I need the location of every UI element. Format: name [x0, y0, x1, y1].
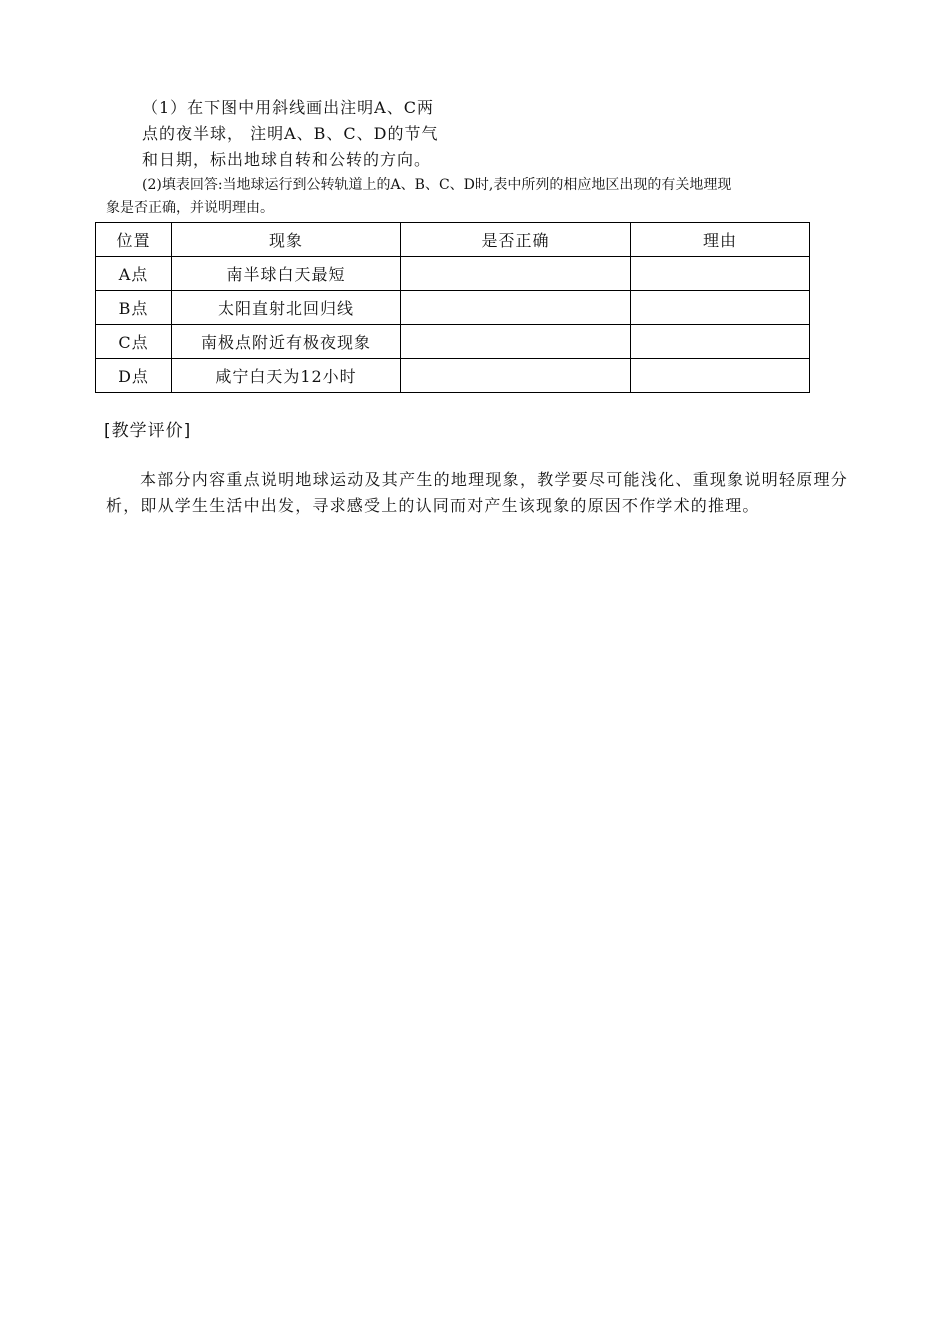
cell-position: D点	[96, 359, 172, 393]
answer-table	[95, 222, 810, 393]
cell-phenomenon: 南极点附近有极夜现象	[172, 325, 401, 359]
cell-position: C点	[96, 325, 172, 359]
cell-reason[interactable]	[631, 359, 810, 393]
table-row	[96, 325, 810, 359]
cell-correct[interactable]	[401, 257, 631, 291]
question-1-line-1: （1）在下图中用斜线画出注明A、C两	[142, 98, 434, 117]
cell-phenomenon: 南半球白天最短	[172, 257, 401, 291]
cell-phenomenon: 咸宁白天为12小时	[172, 359, 401, 393]
cell-position: B点	[96, 291, 172, 325]
evaluation-paragraph: 本部分内容重点说明地球运动及其产生的地理现象，教学要尽可能浅化、重现象说明轻原理分析，即从学生生活中出发，寻求感受上的认同而对产生该现象的原因不作学术的推理。	[106, 470, 848, 515]
table-row	[96, 291, 810, 325]
table-header-row	[96, 223, 810, 257]
cell-reason[interactable]	[631, 291, 810, 325]
table-row	[96, 359, 810, 393]
question-2-line-2: 象是否正确，并说明理由。	[106, 200, 274, 216]
cell-reason[interactable]	[631, 325, 810, 359]
cell-correct[interactable]	[401, 359, 631, 393]
evaluation-heading: [教学评价]	[104, 421, 192, 441]
question-2-line-1: (2)填表回答:当地球运行到公转轨道上的A、B、C、D时,表中所列的相应地区出现的有关地理现	[142, 177, 732, 193]
question-1-line-2: 点的夜半球， 注明A、B、C、D的节气	[142, 124, 439, 143]
cell-correct[interactable]	[401, 291, 631, 325]
header-phenomenon: 现象	[172, 223, 401, 257]
question-1-line-3: 和日期，标出地球自转和公转的方向。	[142, 150, 432, 169]
cell-position: A点	[96, 257, 172, 291]
header-reason: 理由	[631, 223, 810, 257]
table-row	[96, 257, 810, 291]
header-correct: 是否正确	[401, 223, 631, 257]
header-position: 位置	[96, 223, 172, 257]
cell-reason[interactable]	[631, 257, 810, 291]
cell-correct[interactable]	[401, 325, 631, 359]
cell-phenomenon: 太阳直射北回归线	[172, 291, 401, 325]
